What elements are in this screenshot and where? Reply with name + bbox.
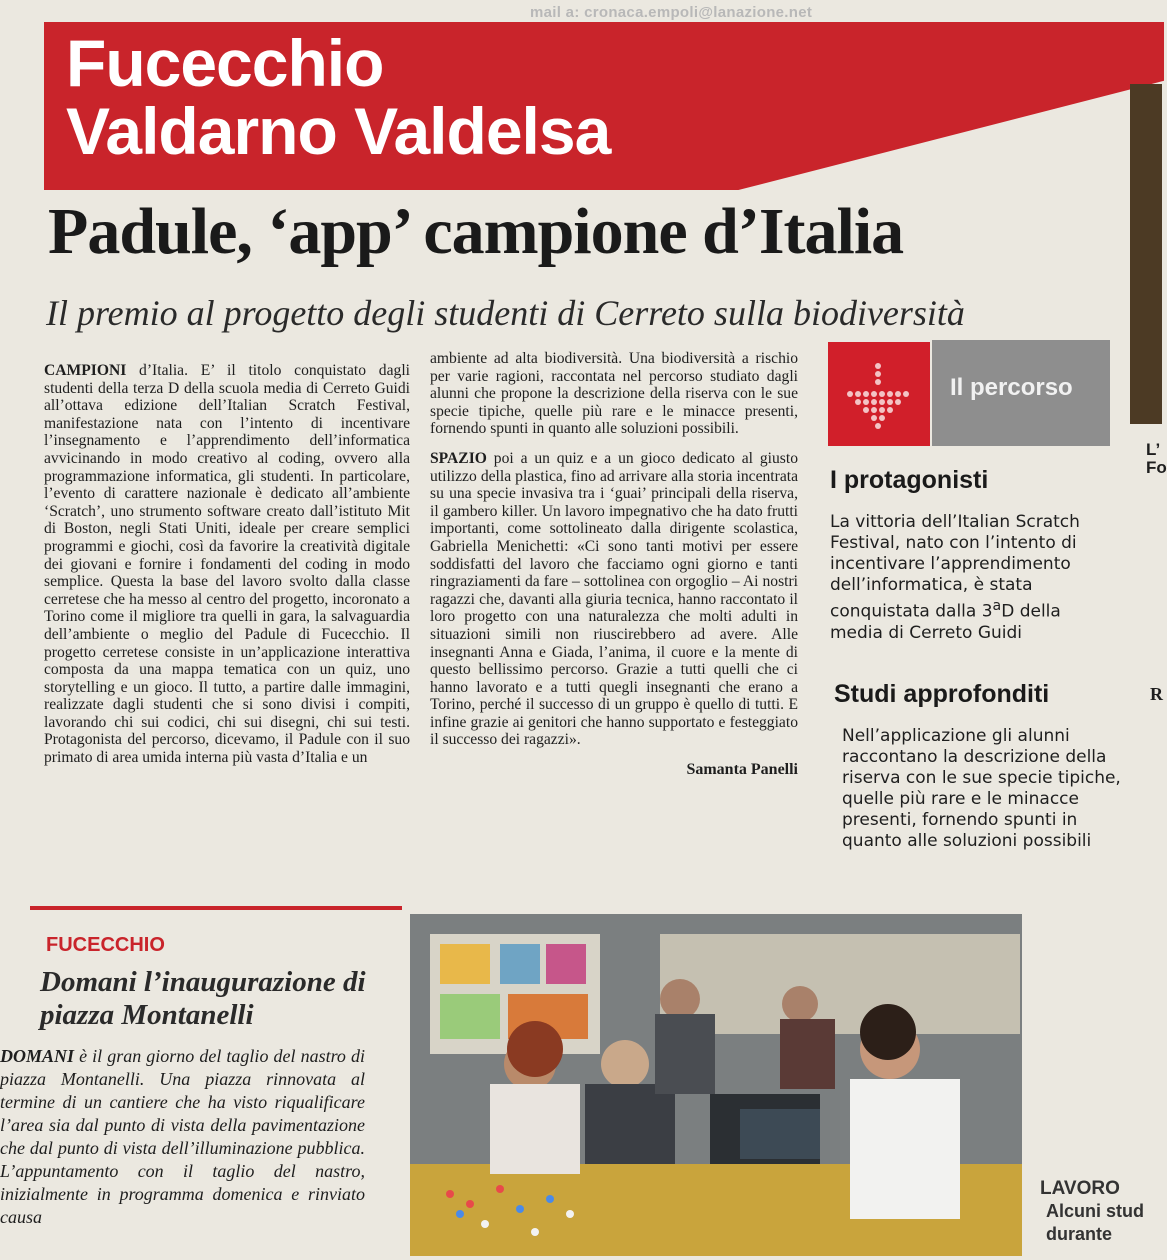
sidebar-text-2: Nell’applicazione gli alunni raccontano la descrizione della riserva con le sue specie tipiche, quelle più rare e le minacce presenti, fornendo spunti in quanto alle soluzioni possibili bbox=[842, 726, 1121, 851]
story2-rule bbox=[30, 906, 402, 910]
edge-photo bbox=[1130, 84, 1162, 424]
percorso-logo-icon bbox=[828, 342, 930, 446]
section-title-line2: Valdarno Valdelsa bbox=[66, 94, 611, 168]
dot-pattern-icon bbox=[828, 342, 930, 446]
column1-kicker: CAMPIONI bbox=[44, 362, 127, 379]
photo-classroom bbox=[410, 914, 1022, 1256]
sidebar-tag bbox=[932, 340, 1110, 446]
story2-body bbox=[0, 1045, 365, 1229]
sidebar-tag-label: Il percorso bbox=[950, 374, 1073, 401]
sidebar-text-1b: D della media di Cerreto Guidi bbox=[830, 601, 1061, 643]
story2-text: è il gran giorno del taglio del nastro di piazza Montanelli. Una piazza rinnovata al termine di un cantiere che ha visto riqualificare l’area sia dal punto di vista della pavimentazione che dal punto di vista dell’illuminazione pubblica. L’appuntamento con il taglio del nastro, inizialmente in programma domenica e rinviato causa bbox=[0, 1046, 365, 1227]
sidebar-text-1-sup: a bbox=[992, 598, 1002, 614]
section-title-line1: Fucecchio bbox=[66, 26, 384, 100]
column2-text: poi a un quiz e a un gioco dedicato al giusto utilizzo della plastica, fino ad arrivare alla storia incentrata su una specie invasiva tra i ‘guai’ principali della riserva, il gambero killer. Un lavoro impegnativo che ha dato frutti importanti, come sottolineato dalla dirigente scolastica, Gabriella Menichetti: «Ci sono tanti motivi per essere soddisfatti del lavoro che facciamo ogni giorno e tanti ringraziamenti da fare – sottolinea con orgoglio – Ai nostri ragazzi che, davanti alla giuria tecnica, hanno raccontato il loro progetto con una naturalezza che molti adulti in situazioni simili non riuscirebbero ad avere. Alle insegnanti Anna e Giada, l’anima, il cuore e la mente di questo bellissimo percorso. Grazie a tutti quelli che ci hanno lavorato e a tutti quegli insegnanti che erano a Torino, perché il successo di un gruppo è quello di tutti. E infine grazie ai genitori che hanno supportato e festeggiato il successo dei ragazzi». bbox=[430, 449, 798, 749]
contact-email: mail a: cronaca.empoli@lanazione.net bbox=[530, 4, 813, 21]
sidebar-heading-1: I protagonisti bbox=[830, 466, 989, 494]
sidebar-heading-2: Studi approfonditi bbox=[834, 680, 1050, 708]
edge-text-a: L’ bbox=[1146, 440, 1161, 459]
byline: Samanta Panelli bbox=[686, 761, 798, 779]
sidebar-text-1 bbox=[830, 512, 1100, 644]
edge-text-c: R bbox=[1150, 684, 1163, 704]
story2-kicker: FUCECCHIO bbox=[46, 934, 165, 956]
photo-illustration bbox=[410, 914, 1022, 1256]
column2-paragraph-1: ambiente ad alta biodiversità. Una biodiversità a rischio per varie ragioni, raccontata nel percorso studiato dagli alunni che propone la descrizione della riserva con le sue specie tipiche, quelle più rare e le minacce presenti, fornendo spunti in quanto alle soluzioni possibili. bbox=[430, 350, 798, 438]
story2-headline: Domani l’inaugurazione di piazza Montanelli bbox=[40, 966, 366, 1031]
edge-text-b: Fo bbox=[1146, 458, 1167, 477]
subheadline: Il premio al progetto degli studenti di Cerreto sulla biodiversità bbox=[46, 293, 965, 333]
photo-caption-text: Alcuni stud durante bbox=[1046, 1201, 1144, 1244]
column1-text: d’Italia. E’ il titolo conquistato dagli studenti della terza D della scuola media di Cerreto Guidi all’ottava edizione dell’Italian Scratch Festival, manifestazione nata con l’intento di incentivare l’insegnamento e l’apprendimento dell’informatica avvicinando in modo creativo al coding, ovvero alla programmazione informatica, gli studenti. In particolare, l’evento di carattere nazionale è dedicato all’ambiente ‘Scratch’, uno strumento software creato dall’istituto Mit di Boston, negli Stati Uniti, ideale per creare semplici programmi e giochi, così da favorire la creatività digitale dei giovani e fornire i fondamenti del coding in modo semplice. Questa la base del lavoro svolto dalla classe cerretese che ha messo al centro del progetto, incoronato a Torino come il migliore tra quelli in gara, la salvaguardia dell’ambiente o meglio del Padule di Fucecchio. Il progetto cerretese consiste in un’applicazione interattiva composta da una mappa tematica con un quiz, uno storytelling e un gioco. Il tutto, a partire dalle immagini, realizzate dagli studenti che si sono divisi i compiti, lavorando chi sui codici, chi sui disegni, chi sui testi. Protagonista del percorso, dicevamo, il Padule con il suo primato di area umida interna più vasta d’Italia e un bbox=[44, 362, 410, 767]
photo-caption-kicker: LAVORO bbox=[1040, 1178, 1120, 1199]
article-column-1 bbox=[44, 362, 410, 779]
column2-kicker: SPAZIO bbox=[430, 449, 487, 467]
article-column-2 bbox=[430, 350, 798, 779]
sidebar-text-1a: La vittoria dell’Italian Scratch Festival, nato con l’intento di incentivare l’apprendimento dell’informatica, è stata conquistata dalla 3 bbox=[830, 512, 1080, 622]
story2-lead: DOMANI bbox=[0, 1046, 75, 1066]
headline: Padule, ‘app’ campione d’Italia bbox=[48, 195, 904, 268]
